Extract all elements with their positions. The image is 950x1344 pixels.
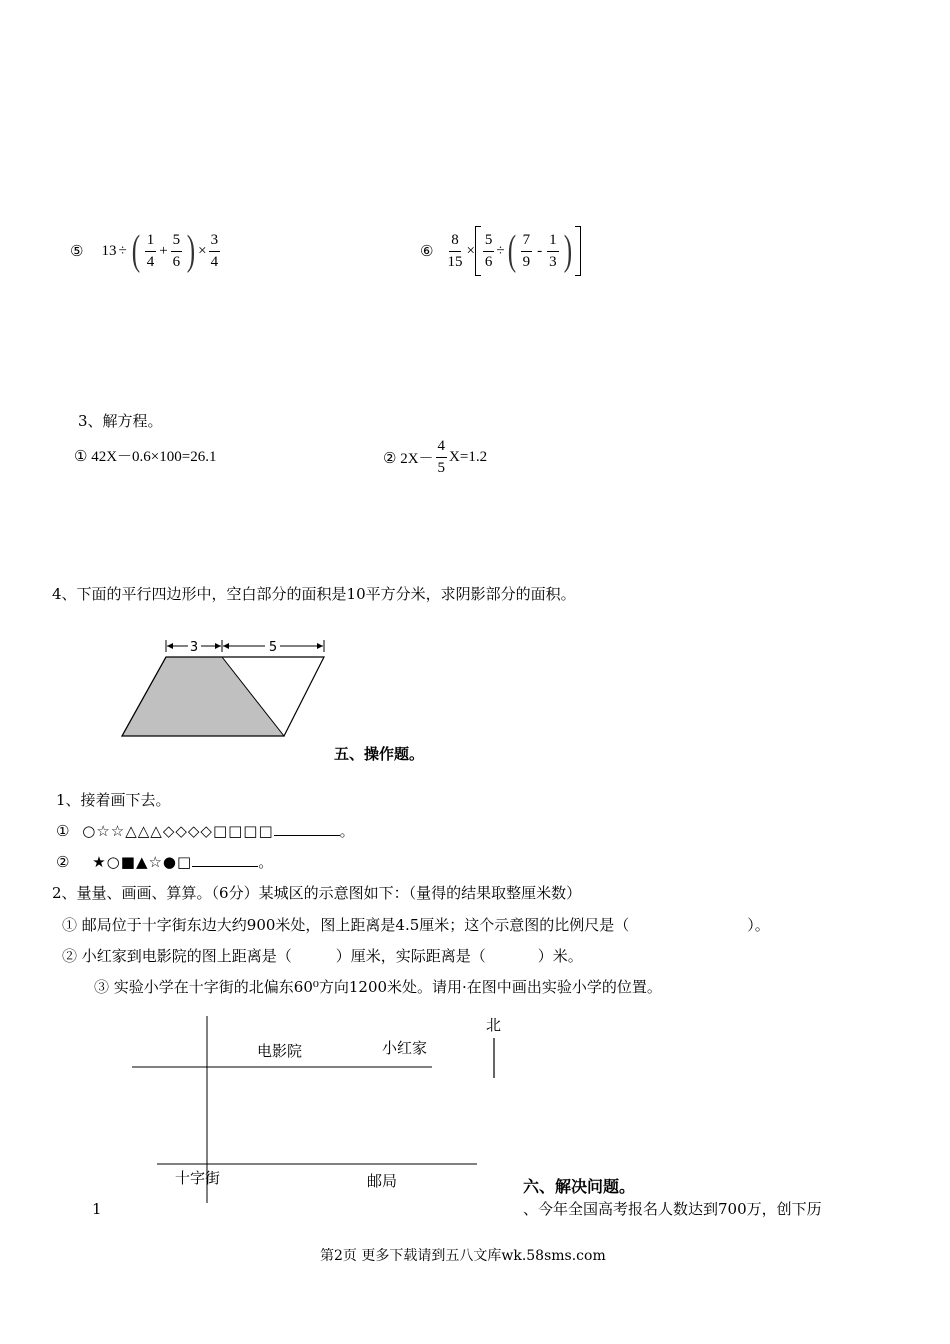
times-sign: × [466,242,475,259]
question-4-text: 4、下面的平行四边形中，空白部分的面积是10平方分米，求阴影部分的面积。 [52,585,576,603]
section-5-title: 五、操作题。 [334,745,425,763]
equation-2-prefix: ② 2X－ [383,450,434,467]
cinema-label: 电影院 [257,1042,303,1060]
pattern-1-sequence: ○☆☆△△△◇◇◇◇□□□□ [82,822,274,840]
arrow-head [317,643,323,649]
parallelogram-diagram [110,632,340,744]
equations-heading: 3、解方程。 [78,412,163,430]
page-footer: 第2页 更多下载请到五八文库wk.58sms.com [320,1248,606,1264]
pattern-1-answer-blank[interactable] [274,835,340,836]
plus-sign: + [159,242,168,259]
fraction: $\frac{3}{4}$ [210,231,219,270]
left-paren: ( [507,228,516,274]
section-5-q2: 2、量量、画画、算算。（6分）某城区的示意图如下：（量得的结果取整厘米数） [52,884,582,902]
right-paren: ) [563,228,572,274]
calc-item-5 [70,226,222,276]
pattern-2-answer-blank[interactable] [192,866,258,867]
period: 。 [258,853,274,871]
item-5-div: ÷ [118,242,127,259]
section-5-q1: 1、接着画下去。 [56,791,171,809]
north-label: 北 [486,1016,502,1034]
q2-part-a [62,914,770,935]
fraction: $\frac{8}{15}$ [447,231,463,270]
xiaohong-home-label: 小红家 [382,1039,428,1057]
arrow-head [167,643,173,649]
q2-part-b-text-3: ）米。 [537,947,583,965]
arrow-head [215,643,221,649]
dim-label-5: 5 [268,640,278,655]
fraction: $\frac{4}{5}$ [437,437,446,476]
fraction: $\frac{1}{3}$ [549,231,557,270]
fraction: $\frac{5}{6}$ [484,231,493,270]
item-5-a: 13 [101,242,117,259]
pattern-1-number: ① [56,822,70,840]
left-bracket [475,226,481,276]
q2-part-b [62,945,583,966]
minus-sign: - [537,242,543,259]
section-6-q1-text: 、今年全国高考报名人数达到700万，创下历 [523,1200,822,1218]
pattern-row-1 [56,820,355,841]
div-sign: ÷ [496,242,505,259]
period: 。 [339,822,355,840]
q2-part-a-text: ① 邮局位于十字街东边大约900米处，图上距离是4.5厘米；这个示意图的比例尺是（ [62,916,630,934]
left-paren: ( [131,228,140,274]
margin-number: 1 [92,1200,102,1218]
q2-part-b-text-2: ）厘米，实际距离是（ [335,947,486,965]
q2-part-a-end: ）。 [747,916,770,934]
shaded-trapezoid [122,657,284,736]
pattern-row-2 [56,851,273,872]
fraction: $\frac{5}{6}$ [172,231,181,270]
pattern-2-sequence: ★○■▲☆●□ [92,853,193,871]
item-5-number: ⑤ [70,242,84,260]
fraction: $\frac{1}{4}$ [146,231,155,270]
equation-1: ① 42X－0.6×100=26.1 [74,449,217,465]
dim-label-3: 3 [189,640,199,655]
times-sign: × [198,242,207,259]
right-bracket [575,226,581,276]
q2-part-c: ③ 实验小学在十字街的北偏东60⁰方向1200米处。请用·在图中画出实验小学的位置。 [94,978,662,996]
pattern-2-number: ② [56,853,70,871]
fraction: $\frac{7}{9}$ [522,231,531,270]
equation-2-suffix: X=1.2 [449,448,488,465]
right-paren: ) [186,228,196,274]
crossroad-label: 十字街 [175,1169,221,1187]
equation-2 [383,435,487,479]
section-6-title: 六、解决问题。 [523,1177,636,1196]
arrow-head [223,643,229,649]
q2-part-b-text-1: ② 小红家到电影院的图上距离是（ [62,947,292,965]
item-6-number: ⑥ [420,242,434,260]
post-office-label: 邮局 [367,1172,398,1190]
calc-item-6 [420,226,581,276]
